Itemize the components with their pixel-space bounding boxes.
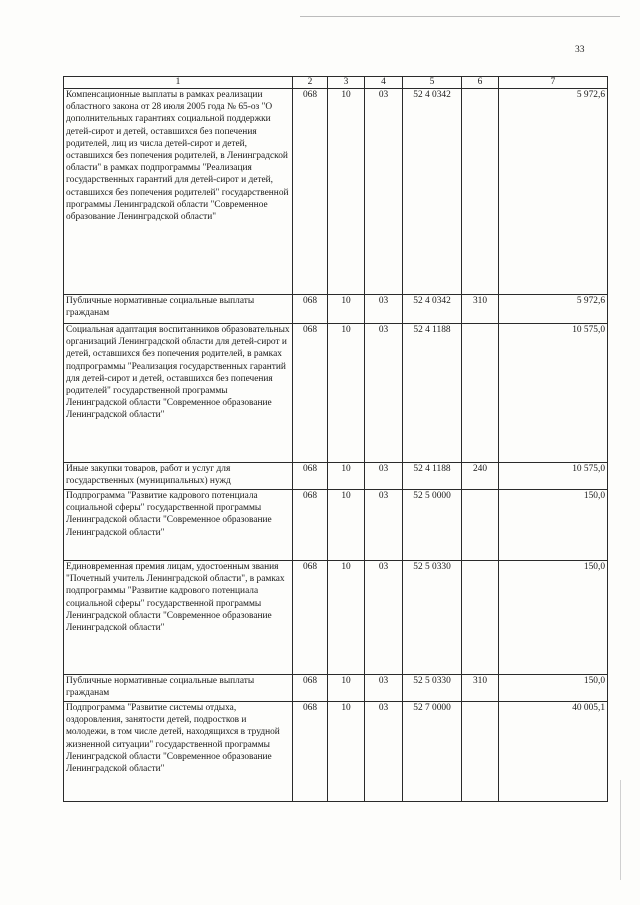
cell-subsection: 03 — [365, 295, 403, 324]
row-description: Иные закупки товаров, работ и услуг для государственных (муниципальных) нужд — [64, 463, 293, 490]
row-description: Публичные нормативные социальные выплаты гражданам — [64, 295, 293, 324]
cell-amount: 150,0 — [499, 561, 608, 675]
cell-expense-type: 310 — [462, 295, 499, 324]
cell-admin-code: 068 — [293, 561, 328, 675]
cell-subsection: 03 — [365, 490, 403, 561]
row-description: Подпрограмма "Развитие кадрового потенциала социальной сферы" государственной программы Ленинградской области "Современное образование Ленинградской области" — [64, 490, 293, 561]
cell-target-article: 52 4 0342 — [403, 295, 462, 324]
cell-amount: 150,0 — [499, 490, 608, 561]
column-header-1: 1 — [64, 77, 293, 89]
cell-section: 10 — [328, 490, 365, 561]
table-row — [64, 463, 608, 490]
row-description: Подпрограмма "Развитие системы отдыха, оздоровления, занятости детей, подростков и молодежи, в том числе детей, находящихся в трудной жизненной ситуации" государственной программы Ленинградской области "Современное образование Ленинградской области" — [64, 702, 293, 802]
budget-table — [63, 76, 608, 802]
cell-target-article: 52 5 0330 — [403, 675, 462, 702]
cell-section: 10 — [328, 561, 365, 675]
cell-amount: 10 575,0 — [499, 463, 608, 490]
cell-target-article: 52 4 1188 — [403, 463, 462, 490]
cell-admin-code: 068 — [293, 675, 328, 702]
cell-subsection: 03 — [365, 561, 403, 675]
page-number: 33 — [575, 45, 585, 55]
cell-admin-code: 068 — [293, 463, 328, 490]
cell-section: 10 — [328, 702, 365, 802]
cell-target-article: 52 5 0330 — [403, 561, 462, 675]
table-row — [64, 490, 608, 561]
table-row — [64, 561, 608, 675]
cell-expense-type — [462, 324, 499, 463]
cell-subsection: 03 — [365, 463, 403, 490]
cell-admin-code: 068 — [293, 295, 328, 324]
cell-amount: 5 972,6 — [499, 295, 608, 324]
row-description: Единовременная премия лицам, удостоенным звания "Почетный учитель Ленинградской области", в рамках подпрограммы "Развитие кадрового потенциала социальной сферы" государственной программы Ленинградской области "Современное образование Ленинградской области" — [64, 561, 293, 675]
row-description: Социальная адаптация воспитанников образовательных организаций Ленинградской области для детей-сирот и детей, оставшихся без попечения родителей, в рамках подпрограммы "Реализация государственных гарантий для детей-сирот и детей, оставшихся без попечения родителей" государственной программы Ленинградской области "Современное образование Ленинградской области" — [64, 324, 293, 463]
table-header-row — [64, 77, 608, 89]
cell-section: 10 — [328, 675, 365, 702]
cell-target-article: 52 4 1188 — [403, 324, 462, 463]
cell-admin-code: 068 — [293, 490, 328, 561]
column-header-2: 2 — [293, 77, 328, 89]
cell-section: 10 — [328, 324, 365, 463]
cell-amount: 150,0 — [499, 675, 608, 702]
cell-subsection: 03 — [365, 702, 403, 802]
table-row — [64, 89, 608, 295]
cell-target-article: 52 7 0000 — [403, 702, 462, 802]
row-description: Публичные нормативные социальные выплаты гражданам — [64, 675, 293, 702]
cell-amount: 40 005,1 — [499, 702, 608, 802]
cell-admin-code: 068 — [293, 702, 328, 802]
cell-amount: 10 575,0 — [499, 324, 608, 463]
cell-expense-type — [462, 702, 499, 802]
cell-section: 10 — [328, 295, 365, 324]
cell-expense-type — [462, 89, 499, 295]
scan-artifact-margin — [620, 780, 621, 880]
table-row — [64, 675, 608, 702]
cell-subsection: 03 — [365, 89, 403, 295]
cell-subsection: 03 — [365, 675, 403, 702]
cell-admin-code: 068 — [293, 324, 328, 463]
cell-expense-type — [462, 561, 499, 675]
cell-section: 10 — [328, 89, 365, 295]
cell-admin-code: 068 — [293, 89, 328, 295]
cell-subsection: 03 — [365, 324, 403, 463]
column-header-5: 5 — [403, 77, 462, 89]
table-row — [64, 295, 608, 324]
scan-artifact-line — [300, 16, 620, 17]
cell-target-article: 52 5 0000 — [403, 490, 462, 561]
cell-section: 10 — [328, 463, 365, 490]
table-row — [64, 702, 608, 802]
column-header-7: 7 — [499, 77, 608, 89]
cell-expense-type — [462, 490, 499, 561]
cell-expense-type: 240 — [462, 463, 499, 490]
table-row — [64, 324, 608, 463]
cell-amount: 5 972,6 — [499, 89, 608, 295]
column-header-6: 6 — [462, 77, 499, 89]
column-header-4: 4 — [365, 77, 403, 89]
column-header-3: 3 — [328, 77, 365, 89]
cell-target-article: 52 4 0342 — [403, 89, 462, 295]
cell-expense-type: 310 — [462, 675, 499, 702]
row-description: Компенсационные выплаты в рамках реализации областного закона от 28 июля 2005 года № 65-оз "О дополнительных гарантиях социальной поддержки детей-сирот и детей, оставшихся без попечения родителей, лиц из числа детей-сирот и детей, оставшихся без попечения родителей, в Ленинградской области" в рамках подпрограммы "Реализация государственных гарантий для детей-сирот и детей, оставшихся без попечения родителей" государственной программы Ленинградской области "Современное образование Ленинградской области" — [64, 89, 293, 295]
